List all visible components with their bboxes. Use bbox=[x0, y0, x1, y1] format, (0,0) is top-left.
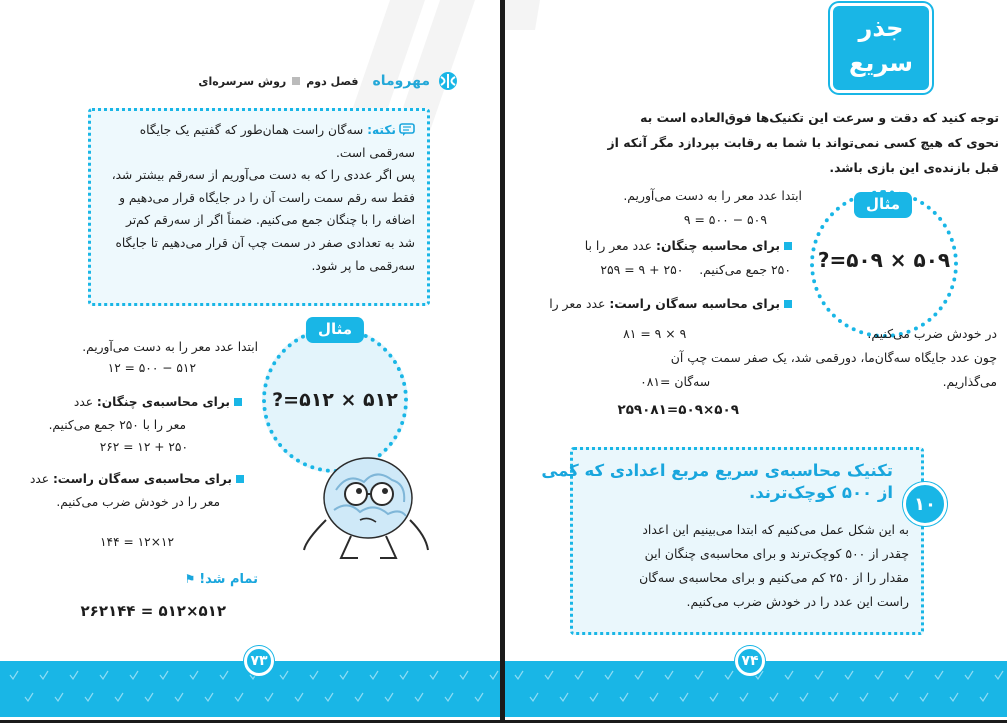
note-line: اضافه را با چنگان جمع می‌کنیم. ضمناً اگر از سه‌رقم کم‌تر bbox=[126, 213, 415, 228]
bullet-icon bbox=[784, 300, 792, 308]
step-intro-calc: ۵۱۲ − ۵۰۰ = ۱۲ bbox=[107, 361, 196, 375]
decorative-stripes bbox=[505, 0, 545, 160]
segan-calc: ۹ × ۹ = ۸۱ bbox=[623, 326, 687, 341]
changan-text: عدد معر را با bbox=[584, 238, 653, 253]
note-box bbox=[88, 108, 430, 306]
changan-calc: ۲۵۰ + ۱۲ = ۲۶۲ bbox=[99, 440, 188, 454]
changan-title: برای محاسبه چنگان: bbox=[656, 238, 780, 253]
step-intro: ابتدا عدد معر را به دست می‌آوریم. bbox=[623, 188, 802, 203]
changan-text-2: ۲۵۰ جمع می‌کنیم. bbox=[699, 262, 791, 277]
badge-line-2: سریع bbox=[849, 49, 913, 77]
changan-heading bbox=[74, 395, 242, 409]
technique-number: ۱۰ bbox=[903, 482, 947, 526]
bullet-icon bbox=[236, 475, 244, 483]
speech-bubble-icon bbox=[399, 123, 415, 136]
bullet-icon bbox=[784, 242, 792, 250]
technique-body-line: راست این عدد را در خودش ضرب می‌کنیم. bbox=[686, 594, 909, 609]
segan-text: عدد bbox=[29, 472, 50, 486]
intro-line: قبل بازنده‌ی این بازی باشد. bbox=[829, 160, 999, 175]
segan-text-2: در خودش ضرب می‌کنیم. bbox=[867, 326, 997, 341]
done-label: تمام شد! bbox=[199, 572, 258, 587]
step-intro-calc: ۵۰۹ − ۵۰۰ = ۹ bbox=[683, 212, 767, 227]
note-first-line bbox=[103, 119, 415, 142]
intro-line: نحوی که هیچ کسی نمی‌تواند با شما به رقابت بپردازد مگر آنکه از bbox=[607, 135, 999, 150]
segan-text-2: معر را در خودش ضرب می‌کنیم. bbox=[56, 495, 220, 509]
left-page bbox=[0, 0, 500, 723]
step-intro: ابتدا عدد معر را به دست می‌آوریم. bbox=[82, 340, 258, 354]
brand-name: مهروماه bbox=[372, 73, 430, 89]
running-head bbox=[170, 68, 460, 94]
note-line: پس اگر عددی را که به دست می‌آوریم از سه‌رقم بیشتر شد، bbox=[111, 168, 415, 183]
segan-heading bbox=[30, 472, 244, 486]
note-line: سه‌رقمی ما پر شود. bbox=[311, 258, 415, 273]
example-expression: ?=۵۱۲ × ۵۱۲ bbox=[272, 389, 398, 411]
example-circle bbox=[810, 190, 958, 338]
changan-text: عدد bbox=[73, 395, 93, 409]
segan-title: برای محاسبه‌ی سه‌گان راست: bbox=[52, 472, 232, 486]
right-page bbox=[505, 0, 1007, 723]
bullet-icon bbox=[234, 398, 242, 406]
segan-line-2 bbox=[623, 326, 997, 341]
changan-calc: ۲۵۰ + ۹ = ۲۵۹ bbox=[600, 262, 684, 277]
note-line: شد به تعدادی صفر در سمت چپ آن قرار می‌دهیم تا جایگاه bbox=[115, 235, 415, 250]
technique-body-line: مقدار را از ۲۵۰ کم می‌کنیم و برای محاسبه‌ی سه‌گان bbox=[639, 570, 909, 585]
example-label: مثال bbox=[306, 317, 364, 343]
segan-calc: ۱۲×۱۲ = ۱۴۴ bbox=[99, 535, 174, 549]
changan-heading bbox=[585, 238, 792, 253]
chapter-badge bbox=[833, 6, 929, 90]
changan-title: برای محاسبه‌ی چنگان: bbox=[96, 395, 230, 409]
page-number: ۷۳ bbox=[244, 646, 274, 676]
note-title: نکته: bbox=[367, 123, 396, 137]
technique-title-line-1: تکنیک محاسبه‌ی سریع مربع اعدادی که کمی bbox=[541, 461, 893, 480]
final-result: ۵۱۲×۵۱۲ = ۲۶۲۱۴۴ bbox=[80, 602, 226, 620]
note-line: سه‌رقمی است. bbox=[336, 145, 415, 160]
technique-title-line-2: از ۵۰۰ کوچک‌ترند. bbox=[748, 483, 893, 502]
section-label: روش سرسره‌ای bbox=[198, 74, 287, 88]
butterfly-logo-icon bbox=[436, 71, 460, 91]
zero-note: چون عدد جایگاه سه‌گان‌ما، دورقمی شد، یک صفر سمت چپ آن bbox=[670, 350, 997, 365]
segan-text: عدد معر را bbox=[549, 296, 606, 311]
done-line bbox=[185, 572, 258, 587]
flag-icon: ⚑ bbox=[184, 572, 196, 586]
example-label: مثال bbox=[854, 192, 912, 218]
segan-result: سه‌گان =۰۸۱ bbox=[640, 374, 711, 389]
technique-title bbox=[541, 460, 893, 504]
segan-heading bbox=[549, 296, 792, 311]
note-text: سه‌گان راست همان‌طور که گفتیم یک جایگاه bbox=[139, 123, 364, 137]
intro-line: توجه کنید که دقت و سرعت این تکنیک‌ها فوق‌العاده است به bbox=[640, 110, 999, 125]
zero-note-2 bbox=[640, 374, 997, 389]
segan-title: برای محاسبه سه‌گان راست: bbox=[609, 296, 780, 311]
brain-mascot-icon bbox=[296, 450, 436, 565]
technique-box bbox=[541, 447, 936, 635]
changan-line-2 bbox=[600, 262, 791, 277]
technique-body-line: به این شکل عمل می‌کنیم که ابتدا می‌بینیم این اعداد bbox=[642, 522, 909, 537]
final-result: ۵۰۹×۵۰۹=۲۵۹۰۸۱ bbox=[617, 402, 739, 418]
technique-body bbox=[639, 518, 909, 614]
technique-body-line: چقدر از ۵۰۰ کوچک‌ترند و برای محاسبه‌ی چنگان این bbox=[644, 546, 909, 561]
example-expression: ?=۵۰۹ × ۵۰۹ bbox=[817, 248, 951, 272]
zero-note-text: می‌گذاریم. bbox=[942, 374, 997, 389]
chapter-label: فصل دوم bbox=[306, 74, 359, 88]
page-number: ۷۴ bbox=[735, 646, 765, 676]
badge-line-1: جذر bbox=[858, 14, 904, 42]
changan-text-2: معر را با ۲۵۰ جمع می‌کنیم. bbox=[48, 418, 186, 432]
note-line: فقط سه رقم سمت راست آن را در جایگاه قرار می‌دهیم و bbox=[119, 190, 415, 205]
header-separator bbox=[292, 77, 300, 85]
stripes-graphic bbox=[505, 0, 545, 160]
